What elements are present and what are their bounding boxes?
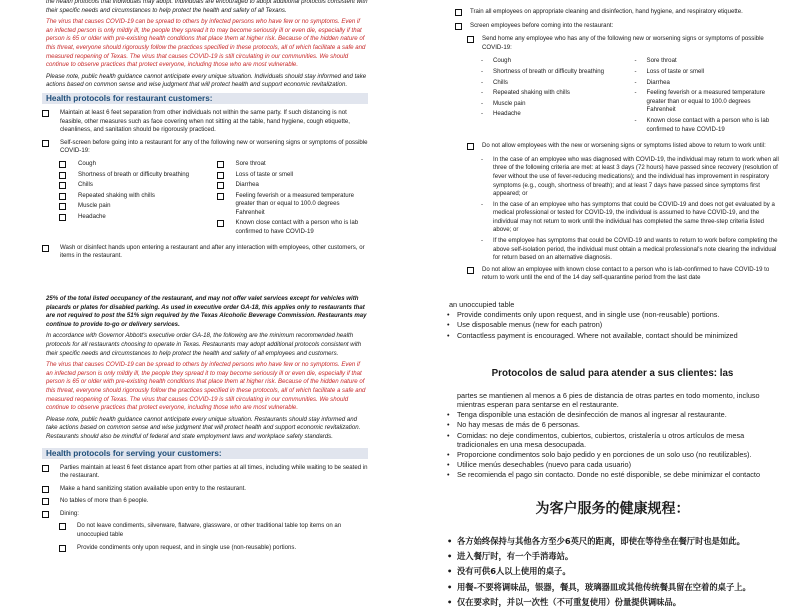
symptom-item: Known close contact with a person who is lab confirmed to have COVID-19: [217, 219, 369, 236]
checklist-subitem: Provide condiments only upon request, and in single use (non-reusable) portions.: [59, 544, 368, 553]
checkbox[interactable]: [59, 545, 66, 552]
return-conditions: [481, 156, 780, 263]
chinese-bullet: • 用餐-不要将调味品，银器，餐具，玻璃器皿或其他传统餐具留在空着的桌子上。: [447, 581, 751, 592]
spanish-bullet: • Comidas: no deje condimentos, cubiertos, cubiertos, cristalería u otros artículos de mesa tradicionales en una mesa desocupada.: [447, 430, 745, 449]
checkbox[interactable]: [467, 267, 474, 274]
symptom-item: - Sore throat: [634, 57, 677, 65]
employee-symptom-list: [481, 57, 780, 136]
spanish-lead: partes se mantienen al menos a 6 pies de distancia de otras partes en todo momento, incluso mientras esperan para sentarse en el restaurante.: [457, 390, 760, 410]
symptom-item: Shortness of breath or difficulty breathing: [59, 171, 211, 180]
checklist-subitem: Send home any employee who has any of the following new or worsening signs or symptoms of possible COVID-19:: [467, 35, 780, 52]
covid-warning: The virus that causes COVID-19 can be spread to others by infected persons who have few or no symptoms. Even if an infected person is only mildly ill, the people they spread it to may become seriously ill or even die, especially if that person is 65 or older with pre-existing health conditions that place them at higher risk. Because of the hidden nature of this threat, everyone should rigorously follow the practices specified in these protocols, all of which facilitate a safe and measured reopening of Texas. The virus that causes COVID-19 is still circulating in our communities. We should continue to observe practices that protect everyone, including those who are most vulnerable.: [46, 18, 366, 69]
symptom-item: Sore throat: [217, 160, 369, 169]
translated-protocols-panel: [445, 300, 780, 608]
symptom-item: Diarrhea: [217, 181, 369, 190]
checkbox[interactable]: [59, 203, 66, 210]
employee-screening-panel: [445, 0, 780, 300]
checkbox[interactable]: [467, 36, 474, 43]
checklist-item: Dining:: [42, 510, 368, 519]
symptom-item: - Headache: [481, 110, 521, 118]
section-title-serving: Health protocols for serving your customers:: [42, 448, 368, 459]
checklist-item: Wash or disinfect hands upon entering a restaurant and after any interaction with employees, other customers, or items in the restaurant.: [42, 244, 368, 261]
checkbox[interactable]: [42, 245, 49, 252]
checkbox[interactable]: [59, 172, 66, 179]
symptom-item: Feeling feverish or a measured temperature greater than or equal to 100.0 degrees Fahrenheit: [217, 192, 369, 218]
checklist-subitem: Do not leave condiments, silverware, flatware, glassware, or other traditional table top items on an unoccupied table: [59, 522, 368, 539]
spanish-title: Protocolos de salud para atender a sus clientes: las: [491, 367, 734, 379]
checkbox[interactable]: [42, 498, 49, 505]
checkbox[interactable]: [217, 193, 224, 200]
symptom-item: Repeated shaking with chills: [59, 192, 211, 201]
checkbox[interactable]: [217, 172, 224, 179]
checkbox[interactable]: [59, 214, 66, 221]
spanish-bullet: • Proporcione condimentos solo bajo pedido y en porciones de un solo uso (no reutilizables).: [447, 450, 752, 460]
symptom-item: Cough: [59, 160, 211, 169]
spanish-bullet: • Se recomienda el pago sin contacto. Donde no esté disponible, se debe minimizar el contacto: [447, 470, 761, 480]
condition-item: - In the case of an employee who has symptoms that could be COVID-19 and does not get evaluated by a medical professional or tested for COVID-19, the individual is assumed to have COVID-19, and the individual may not return to work until the individual has completed the same three-step criteria listed above; or: [481, 200, 775, 234]
spanish-bullet: • Tenga disponible una estación de desinfección de manos al ingresar al restaurante.: [447, 410, 727, 420]
guidance-note: Please note, public health guidance cannot anticipate every unique situation. Individuals should stay informed and take actions based on common sense and wise judgment that will protect health and support economic revitalization.: [46, 72, 367, 89]
checkbox[interactable]: [59, 182, 66, 189]
chinese-list: [445, 534, 780, 610]
checkbox[interactable]: [467, 143, 474, 150]
english-bullet: • Provide condiments only upon request, and in single use (non-reusable) portions.: [447, 310, 720, 320]
symptom-item: Headache: [59, 213, 211, 222]
checklist-subitem: Do not allow employees with the new or worsening signs or symptoms listed above to return to work until:: [467, 142, 780, 151]
occupancy-text: 25% of the total listed occupancy of the restaurant, and may not offer valet services except for vehicles with placards or plates for disabled parking. As used in executive order GA-18, this applies only to restaurants that are not required to post the 51% sign required by the Texas Alcoholic Beverage Commission. Restaurants may continue to provide to-go or delivery services.: [46, 295, 367, 328]
spanish-bullet: • No hay mesas de más de 6 personas.: [447, 420, 580, 430]
condition-item: - If the employee has symptoms that could be COVID-19 and wants to return to work before completing the above self-isolation period, the individual must obtain a medical professional's note clearing the individual for return based on an alternative diagnosis.: [481, 237, 778, 262]
checkbox[interactable]: [42, 511, 49, 518]
restaurant-customers-panel: [42, 0, 368, 298]
serving-customers-panel: [42, 295, 368, 600]
checkbox[interactable]: [59, 193, 66, 200]
checklist-item: Make a hand sanitizing station available upon entry to the restaurant.: [42, 485, 368, 494]
english-bullet: • Contactless payment is encouraged. Where not available, contact should be minimized: [447, 330, 738, 340]
checklist-item: No tables of more than 6 people.: [42, 497, 368, 506]
symptom-item: - Cough: [481, 57, 511, 65]
symptom-item: - Known close contact with a person who is lab confirmed to have COVID-19: [634, 116, 770, 133]
checklist-subitem: Do not allow an employee with known close contact to a person who is lab-confirmed to have COVID-19 to return to work until the end of the 14 day self-quarantine period from the last date: [467, 266, 780, 283]
chinese-bullet: • 仅在要求时，并以一次性（不可重复使用）份量提供调味品。: [447, 597, 682, 608]
continued-line: an unoccupied table: [449, 300, 515, 309]
checkbox[interactable]: [217, 182, 224, 189]
checkbox[interactable]: [217, 161, 224, 168]
checkbox[interactable]: [42, 140, 49, 147]
intro-text: the health protocols that individuals may adopt. Individuals are encouraged to adopt additional protocols consistent with their specific needs and circumstances to help protect the health and safety of all Texans.: [46, 0, 368, 14]
condition-item: - In the case of an employee who was diagnosed with COVID-19, the individual may return to work when all three of the following criteria are met: at least 3 days (72 hours) have passed since recovery (resolution of fever without the use of fever-reducing medications); and the individual has improvement in respiratory symptoms (e.g., cough, shortness of breath); and at least 7 days have passed since symptoms first appeared; or: [481, 155, 779, 198]
spanish-bullet: • Utilice menús desechables (nuevo para cada usuario): [447, 460, 632, 470]
symptom-item: - Feeling feverish or a measured temperature greater than or equal to 100.0 degrees Fahrenheit: [634, 89, 766, 114]
chinese-bullet: • 各方始终保持与其他各方至少6英尺的距离，即使在等待坐在餐厅时也是如此。: [447, 535, 745, 546]
symptom-item: - Repeated shaking with chills: [481, 89, 570, 97]
chinese-title: 为客户服务的健康规程：: [535, 500, 690, 517]
symptom-item: - Diarrhea: [634, 78, 670, 86]
checkbox[interactable]: [455, 9, 462, 16]
symptom-item: Chills: [59, 181, 211, 190]
checklist-item: Parties maintain at least 6 feet distance apart from other parties at all times, including while waiting to be seated in the restaurant.: [42, 464, 368, 481]
symptom-item: - Chills: [481, 78, 508, 86]
checkbox[interactable]: [42, 110, 49, 117]
covid-warning: The virus that causes COVID-19 can be spread to others by infected persons who have few or no symptoms. Even if an infected person is only mildly ill, the people they spread it to may become seriously ill or even die, especially if that person is 65 or older with pre-existing health conditions that place them at higher risk. Because of the hidden nature of this threat, everyone should rigorously follow the practices specified in these protocols, all of which facilitate a safe and measured reopening of Texas. The virus that causes COVID-19 is still circulating in our communities. We should continue to observe practices that protect everyone, including those who are most vulnerable.: [46, 361, 366, 412]
symptom-item: - Loss of taste or smell: [634, 67, 705, 75]
chinese-bullet: • 进入餐厅时，有一个手消毒站。: [447, 551, 574, 562]
checklist-item: Self-screen before going into a restaurant for any of the following new or worsening signs or symptoms of possible COVID-19:: [42, 139, 368, 156]
checkbox[interactable]: [217, 220, 224, 227]
guidance-note: Please note, public health guidance cannot anticipate every unique situation. Restaurants should stay informed and take actions based on common sense and wise judgment that will protect health and support economic revitalization. Restaurants should also be mindful of federal and state employment laws and workplace safety standards.: [46, 415, 361, 440]
checkbox[interactable]: [42, 465, 49, 472]
checkbox[interactable]: [42, 486, 49, 493]
symptom-list: [59, 160, 368, 239]
symptom-item: Loss of taste or smell: [217, 171, 369, 180]
section-title-customers: Health protocols for restaurant customers:: [42, 93, 368, 104]
chinese-bullet: • 没有可供6人以上使用的桌子。: [447, 566, 571, 577]
english-bullet: • Use disposable menus (new for each patron): [447, 320, 603, 330]
checkbox[interactable]: [455, 23, 462, 30]
accordance-text: In accordance with Governor Abbott's executive order GA-18, the following are the minimum recommended health protocols for all restaurants choosing to operate in Texas. Restaurants may adopt additional protocols consistent with their specific needs and circumstances to help protect the health and safety of all employees and customers.: [46, 332, 362, 357]
symptom-item: - Shortness of breath or difficulty breathing: [481, 67, 604, 75]
checkbox[interactable]: [59, 161, 66, 168]
checklist-item: Maintain at least 6 feet separation from other individuals not within the same party. If such distancing is not feasible, other measures such as face covering when not sitting at the table, hand hygiene, cough etiquette, cleanliness, and sanitation should be rigorously practiced.: [42, 109, 368, 135]
symptom-item: Muscle pain: [59, 202, 211, 211]
checklist-item: Train all employees on appropriate cleaning and disinfection, hand hygiene, and respiratory etiquette.: [455, 8, 780, 17]
checklist-item: Screen employees before coming into the restaurant:: [455, 22, 780, 31]
checkbox[interactable]: [59, 523, 66, 530]
symptom-item: - Muscle pain: [481, 99, 526, 107]
